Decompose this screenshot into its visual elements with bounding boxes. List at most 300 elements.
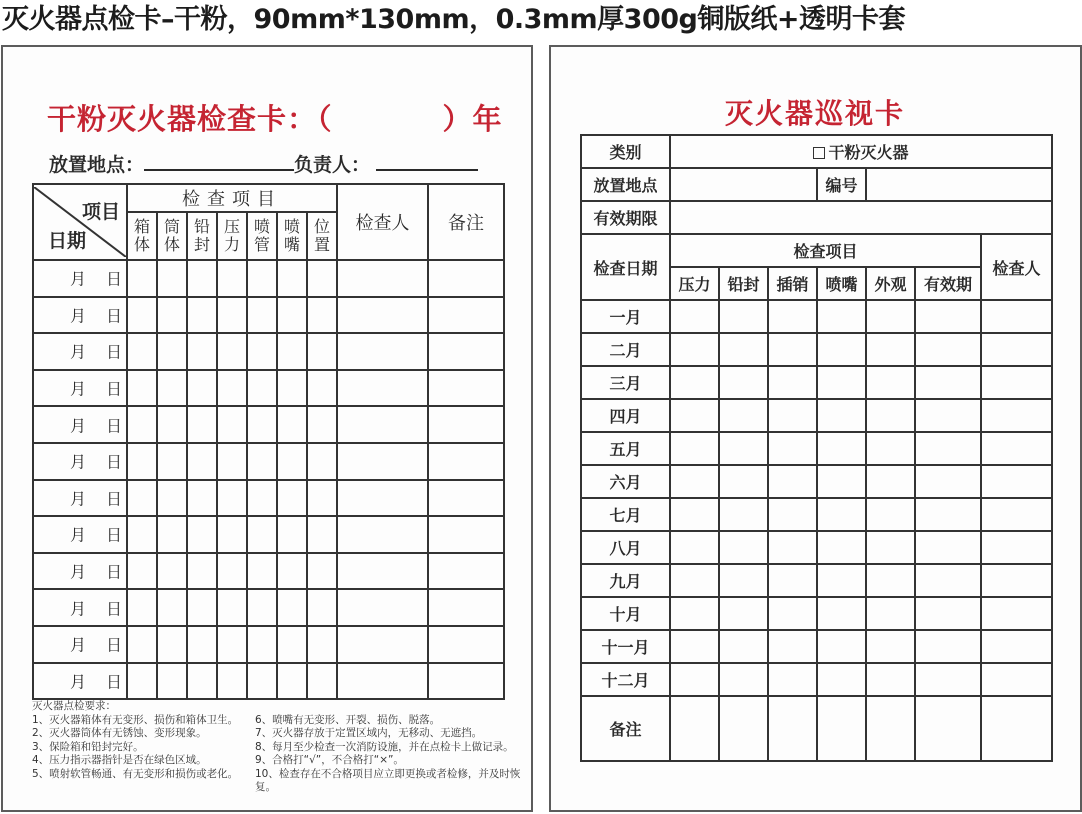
day-label: 日 (105, 525, 122, 545)
check-cell[interactable] (337, 663, 428, 700)
sub-header-char: 筒 (163, 217, 180, 236)
check-cell[interactable] (915, 531, 981, 564)
check-cell[interactable] (670, 564, 719, 597)
check-cell[interactable] (719, 432, 768, 465)
check-cell[interactable] (866, 465, 915, 498)
check-cell[interactable] (719, 564, 768, 597)
check-cell[interactable] (866, 432, 915, 465)
date-cell[interactable] (33, 626, 127, 663)
check-cell[interactable] (307, 297, 337, 334)
requirement-item: 9、合格打“√”，不合格打“×”。 (255, 754, 404, 766)
patrol-table (580, 134, 1053, 762)
check-cell[interactable] (719, 465, 768, 498)
month-row (581, 333, 1052, 366)
check-cell[interactable] (915, 663, 981, 696)
sub-header-char: 喷 (253, 217, 270, 236)
check-cell[interactable] (187, 370, 217, 407)
month-label: 月 (70, 306, 87, 326)
table-row (33, 553, 504, 590)
month-label: 三月 (581, 366, 670, 399)
table-row (33, 297, 504, 334)
sub-header-char: 封 (193, 235, 210, 254)
day-label: 日 (105, 672, 122, 692)
date-cell[interactable] (33, 516, 127, 553)
day-label: 日 (105, 562, 122, 582)
check-cell[interactable] (217, 626, 247, 663)
check-cell[interactable] (277, 589, 307, 626)
check-cell[interactable] (247, 516, 277, 553)
check-cell[interactable] (981, 531, 1052, 564)
check-cell[interactable] (768, 630, 817, 663)
check-cell[interactable] (127, 333, 157, 370)
check-cell[interactable] (187, 553, 217, 590)
check-cell[interactable] (915, 465, 981, 498)
check-cell[interactable] (217, 260, 247, 297)
month-row (581, 465, 1052, 498)
day-label: 日 (105, 452, 122, 472)
check-cell[interactable] (817, 630, 866, 663)
check-cell[interactable] (719, 300, 768, 333)
sub-header-2 (187, 212, 217, 260)
sub-header-0 (127, 212, 157, 260)
check-cell[interactable] (670, 630, 719, 663)
check-cell[interactable] (768, 432, 817, 465)
date-cell[interactable] (33, 589, 127, 626)
month-label: 十二月 (581, 663, 670, 696)
check-cell[interactable] (307, 626, 337, 663)
requirement-item: 3、保险箱和铅封完好。 (32, 740, 144, 753)
check-cell[interactable] (127, 370, 157, 407)
month-label: 月 (70, 599, 87, 619)
check-cell[interactable] (277, 297, 307, 334)
sub-header-char: 压 (223, 217, 240, 236)
check-cell[interactable] (915, 333, 981, 366)
group-header-inspection-items: 检查项目 (127, 184, 337, 212)
check-cell[interactable] (217, 516, 247, 553)
check-cell[interactable] (866, 597, 915, 630)
check-cell[interactable] (768, 531, 817, 564)
check-cell[interactable] (157, 406, 187, 443)
check-cell[interactable] (915, 432, 981, 465)
check-cell[interactable] (670, 531, 719, 564)
month-row (581, 300, 1052, 333)
check-cell[interactable] (670, 498, 719, 531)
check-cell[interactable] (217, 370, 247, 407)
category-value: 干粉灭火器 (828, 143, 909, 162)
check-cell[interactable] (866, 531, 915, 564)
check-cell[interactable] (866, 630, 915, 663)
check-cell[interactable] (217, 480, 247, 517)
check-cell[interactable] (981, 663, 1052, 696)
check-cell[interactable] (428, 553, 504, 590)
location-label: 放置地点： (49, 154, 145, 176)
dry-powder-inspection-card (1, 45, 533, 812)
sub-header-2: 插销 (768, 267, 817, 300)
category-value-cell (670, 135, 1052, 168)
check-cell[interactable] (157, 370, 187, 407)
sub-header-4 (247, 212, 277, 260)
expiry-field[interactable] (670, 201, 1052, 234)
requirements-title: 灭火器点检要求： (32, 700, 116, 712)
check-cell[interactable] (768, 465, 817, 498)
check-cell[interactable] (768, 597, 817, 630)
date-cell[interactable] (33, 297, 127, 334)
check-cell[interactable] (247, 443, 277, 480)
check-cell[interactable] (127, 663, 157, 700)
requirement-item: 7、灭火器存放于定置区域内，无移动、无遮挡。 (255, 727, 483, 739)
check-cell[interactable] (187, 297, 217, 334)
check-cell[interactable] (337, 406, 428, 443)
check-cell[interactable] (337, 443, 428, 480)
check-cell[interactable] (127, 406, 157, 443)
day-label: 日 (105, 416, 122, 436)
date-cell[interactable] (33, 406, 127, 443)
check-cell[interactable] (817, 465, 866, 498)
check-cell[interactable] (127, 516, 157, 553)
check-cell[interactable] (187, 663, 217, 700)
check-cell[interactable] (337, 297, 428, 334)
sub-header-char: 嘴 (283, 235, 300, 254)
date-cell[interactable] (33, 480, 127, 517)
check-cell[interactable] (277, 443, 307, 480)
check-cell[interactable] (670, 333, 719, 366)
check-cell[interactable] (428, 663, 504, 700)
check-cell[interactable] (866, 498, 915, 531)
table-row (33, 626, 504, 663)
check-cell[interactable] (337, 370, 428, 407)
table-row (33, 333, 504, 370)
requirement-item: 6、喷嘴有无变形、开裂、损伤、脱落。 (255, 713, 441, 726)
location-field[interactable] (144, 167, 294, 171)
check-cell[interactable] (768, 498, 817, 531)
check-cell[interactable] (981, 564, 1052, 597)
card-title-suffix: ）年 (442, 102, 503, 136)
check-cell[interactable] (307, 333, 337, 370)
check-cell[interactable] (981, 630, 1052, 663)
check-cell[interactable] (337, 260, 428, 297)
check-cell[interactable] (866, 564, 915, 597)
check-cell[interactable] (768, 564, 817, 597)
responsible-label: 负责人： (294, 154, 371, 176)
check-cell[interactable] (187, 406, 217, 443)
check-cell[interactable] (217, 553, 247, 590)
inspector-header: 检查人 (337, 184, 428, 260)
remarks-header: 备注 (428, 184, 504, 260)
check-cell[interactable] (719, 498, 768, 531)
check-cell[interactable] (719, 630, 768, 663)
check-cell[interactable] (866, 663, 915, 696)
check-cell[interactable] (719, 531, 768, 564)
check-cell[interactable] (915, 300, 981, 333)
check-cell[interactable] (670, 465, 719, 498)
check-cell[interactable] (247, 553, 277, 590)
check-cell[interactable] (247, 406, 277, 443)
month-row (581, 630, 1052, 663)
location-field[interactable] (670, 168, 817, 201)
checkbox-icon[interactable] (813, 147, 825, 159)
check-cell[interactable] (719, 333, 768, 366)
check-cell[interactable] (817, 531, 866, 564)
check-cell[interactable] (187, 626, 217, 663)
check-cell[interactable] (719, 597, 768, 630)
month-row (581, 366, 1052, 399)
check-cell[interactable] (307, 260, 337, 297)
check-cell[interactable] (768, 333, 817, 366)
check-cell[interactable] (337, 333, 428, 370)
check-cell[interactable] (277, 406, 307, 443)
sub-header-6 (307, 212, 337, 260)
check-cell[interactable] (670, 432, 719, 465)
check-cell[interactable] (866, 333, 915, 366)
meta-line (49, 150, 478, 177)
check-cell[interactable] (307, 553, 337, 590)
check-cell[interactable] (187, 443, 217, 480)
check-cell[interactable] (337, 626, 428, 663)
check-cell[interactable] (428, 589, 504, 626)
check-cell[interactable] (817, 663, 866, 696)
check-cell[interactable] (127, 589, 157, 626)
requirements-col-2 (255, 714, 525, 795)
check-cell[interactable] (428, 333, 504, 370)
check-cell[interactable] (247, 297, 277, 334)
check-cell[interactable] (428, 626, 504, 663)
check-cell[interactable] (307, 406, 337, 443)
check-cell[interactable] (670, 300, 719, 333)
day-label: 日 (105, 599, 122, 619)
day-label: 日 (105, 635, 122, 655)
date-cell[interactable] (33, 663, 127, 700)
table-row (33, 589, 504, 626)
check-cell[interactable] (915, 366, 981, 399)
check-cell[interactable] (307, 443, 337, 480)
check-cell[interactable] (187, 333, 217, 370)
sub-header-char: 体 (133, 235, 150, 254)
check-cell[interactable] (247, 589, 277, 626)
check-cell[interactable] (768, 663, 817, 696)
check-cell[interactable] (428, 370, 504, 407)
check-cell[interactable] (277, 516, 307, 553)
table-row (33, 480, 504, 517)
check-cell[interactable] (981, 366, 1052, 399)
check-cell[interactable] (719, 366, 768, 399)
check-cell[interactable] (428, 443, 504, 480)
remarks-cell[interactable] (719, 696, 768, 761)
check-cell[interactable] (670, 366, 719, 399)
check-cell[interactable] (768, 399, 817, 432)
day-label: 日 (105, 269, 122, 289)
check-cell[interactable] (768, 366, 817, 399)
month-label: 月 (70, 452, 87, 472)
check-cell[interactable] (981, 333, 1052, 366)
month-row (581, 663, 1052, 696)
remarks-cell[interactable] (915, 696, 981, 761)
check-cell[interactable] (277, 333, 307, 370)
requirement-item: 10、检查存在不合格项目应立即更换或者检修，并及时恢复。 (255, 767, 521, 793)
remarks-cell[interactable] (817, 696, 866, 761)
date-cell[interactable] (33, 443, 127, 480)
month-label: 月 (70, 416, 87, 436)
check-cell[interactable] (127, 443, 157, 480)
requirements-col-1 (32, 714, 252, 782)
check-cell[interactable] (866, 300, 915, 333)
check-cell[interactable] (157, 297, 187, 334)
date-cell[interactable] (33, 260, 127, 297)
check-cell[interactable] (217, 443, 247, 480)
check-cell[interactable] (337, 480, 428, 517)
date-cell[interactable] (33, 333, 127, 370)
inspection-table (32, 183, 505, 700)
check-cell[interactable] (337, 553, 428, 590)
remarks-label: 备注 (581, 696, 670, 761)
check-cell[interactable] (247, 626, 277, 663)
check-cell[interactable] (277, 480, 307, 517)
date-cell[interactable] (33, 553, 127, 590)
check-cell[interactable] (670, 663, 719, 696)
diagonal-header-cell (33, 184, 127, 260)
check-cell[interactable] (187, 589, 217, 626)
page-banner: 灭火器点检卡–干粉，90mm*130mm，0.3mm厚300g铜版纸+透明卡套 (2, 4, 905, 35)
check-cell[interactable] (817, 597, 866, 630)
check-cell[interactable] (817, 399, 866, 432)
check-cell[interactable] (428, 480, 504, 517)
responsible-field[interactable] (376, 167, 478, 171)
check-cell[interactable] (157, 663, 187, 700)
check-cell[interactable] (277, 626, 307, 663)
check-cell[interactable] (915, 564, 981, 597)
sub-header-char: 置 (313, 235, 330, 254)
day-label: 日 (105, 342, 122, 362)
check-cell[interactable] (307, 663, 337, 700)
remarks-cell[interactable] (670, 696, 719, 761)
check-cell[interactable] (768, 300, 817, 333)
check-cell[interactable] (157, 480, 187, 517)
check-cell[interactable] (127, 626, 157, 663)
check-cell[interactable] (157, 260, 187, 297)
number-label: 编号 (817, 168, 866, 201)
month-label: 一月 (581, 300, 670, 333)
check-cell[interactable] (981, 597, 1052, 630)
check-cell[interactable] (247, 480, 277, 517)
check-cell[interactable] (981, 465, 1052, 498)
check-cell[interactable] (217, 333, 247, 370)
month-label: 月 (70, 489, 87, 509)
check-cell[interactable] (277, 553, 307, 590)
check-cell[interactable] (187, 516, 217, 553)
check-cell[interactable] (670, 597, 719, 630)
check-cell[interactable] (307, 589, 337, 626)
sub-header-0: 压力 (670, 267, 719, 300)
month-row (581, 432, 1052, 465)
check-cell[interactable] (307, 480, 337, 517)
check-cell[interactable] (817, 300, 866, 333)
requirement-item: 8、每月至少检查一次消防设施，并在点检卡上做记录。 (255, 740, 514, 753)
check-cell[interactable] (247, 333, 277, 370)
check-cell[interactable] (428, 297, 504, 334)
check-cell[interactable] (915, 498, 981, 531)
check-cell[interactable] (247, 663, 277, 700)
table-row (33, 260, 504, 297)
month-label: 二月 (581, 333, 670, 366)
check-cell[interactable] (719, 399, 768, 432)
month-label: 月 (70, 525, 87, 545)
check-cell[interactable] (307, 516, 337, 553)
sub-header-char: 箱 (133, 217, 150, 236)
check-cell[interactable] (915, 630, 981, 663)
check-cell[interactable] (817, 498, 866, 531)
check-cell[interactable] (817, 432, 866, 465)
requirement-item: 4、压力指示器指针是否在绿色区域。 (32, 754, 207, 766)
check-cell[interactable] (247, 260, 277, 297)
check-cell[interactable] (217, 297, 247, 334)
table-row (33, 443, 504, 480)
check-cell[interactable] (817, 564, 866, 597)
check-cell[interactable] (428, 260, 504, 297)
card-title-prefix: 干粉灭火器检查卡：（ (47, 102, 333, 136)
date-cell[interactable] (33, 370, 127, 407)
check-cell[interactable] (337, 516, 428, 553)
month-row (581, 498, 1052, 531)
check-cell[interactable] (157, 516, 187, 553)
check-cell[interactable] (277, 663, 307, 700)
check-cell[interactable] (915, 399, 981, 432)
check-cell[interactable] (127, 553, 157, 590)
check-cell[interactable] (817, 366, 866, 399)
check-cell[interactable] (157, 626, 187, 663)
check-cell[interactable] (428, 516, 504, 553)
remarks-cell[interactable] (981, 696, 1052, 761)
check-cell[interactable] (337, 589, 428, 626)
check-cell[interactable] (817, 333, 866, 366)
sub-header-char: 力 (223, 235, 240, 254)
check-cell[interactable] (157, 333, 187, 370)
check-cell[interactable] (187, 480, 217, 517)
check-cell[interactable] (217, 406, 247, 443)
number-field[interactable] (866, 168, 1052, 201)
check-cell[interactable] (981, 399, 1052, 432)
check-cell[interactable] (187, 260, 217, 297)
requirement-item: 1、灭火器箱体有无变形、损伤和箱体卫生。 (32, 713, 239, 726)
check-cell[interactable] (217, 663, 247, 700)
check-cell[interactable] (157, 443, 187, 480)
check-cell[interactable] (217, 589, 247, 626)
check-cell[interactable] (428, 406, 504, 443)
check-cell[interactable] (247, 370, 277, 407)
check-cell[interactable] (127, 297, 157, 334)
remarks-cell[interactable] (866, 696, 915, 761)
check-cell[interactable] (981, 432, 1052, 465)
check-cell[interactable] (866, 399, 915, 432)
check-cell[interactable] (277, 370, 307, 407)
month-label: 月 (70, 635, 87, 655)
check-cell[interactable] (981, 300, 1052, 333)
check-cell[interactable] (157, 553, 187, 590)
check-cell[interactable] (719, 663, 768, 696)
check-cell[interactable] (127, 480, 157, 517)
table-row (33, 663, 504, 700)
check-cell[interactable] (307, 370, 337, 407)
requirement-item: 2、灭火器筒体有无锈蚀、变形现象。 (32, 727, 207, 739)
date-header: 检查日期 (581, 234, 670, 300)
check-cell[interactable] (670, 399, 719, 432)
check-cell[interactable] (915, 597, 981, 630)
check-cell[interactable] (277, 260, 307, 297)
check-cell[interactable] (127, 260, 157, 297)
remarks-cell[interactable] (768, 696, 817, 761)
check-cell[interactable] (866, 366, 915, 399)
check-cell[interactable] (981, 498, 1052, 531)
inspector-header: 检查人 (981, 234, 1052, 300)
check-cell[interactable] (157, 589, 187, 626)
